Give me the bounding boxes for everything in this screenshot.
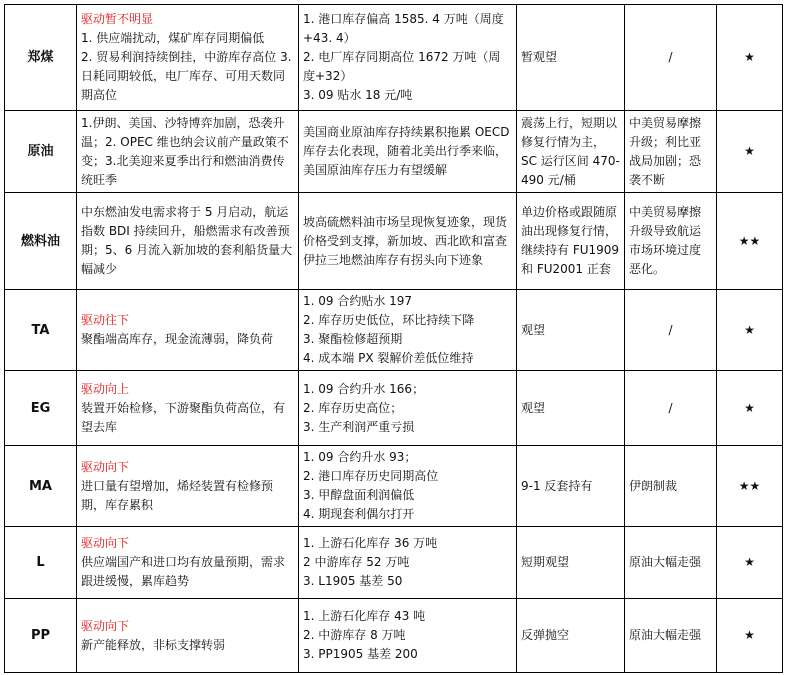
- table-row: [5, 290, 783, 371]
- data-line: 2. 库存历史高位；: [303, 400, 403, 415]
- data-line: 1. 上游石化库存 43 吨: [303, 609, 426, 623]
- data-cell: [299, 290, 517, 371]
- data-cell: [299, 599, 517, 673]
- data-line: 4. 成本端 PX 裂解价差低位维持: [303, 351, 474, 365]
- table-row: [5, 599, 783, 673]
- driver-label: 驱动往下: [81, 313, 130, 327]
- data-line: 1. 09 合约贴水 197: [303, 294, 413, 308]
- strategy-cell: 单边价格或跟随原油出现修复行情，继续持有 FU1909 和 FU2001 正套: [517, 193, 625, 290]
- data-cell: [299, 371, 517, 446]
- data-line: 2 中游库存 52 万吨: [303, 555, 410, 569]
- driver-label: 驱动向下: [81, 618, 130, 633]
- data-line: 1. 上游石化库存 36 万吨: [303, 536, 438, 550]
- strategy-cell: 震荡上行，短期以修复行情为主，SC 运行区间 470-490 元/桶: [517, 111, 625, 193]
- commodity-name: MA: [5, 446, 77, 527]
- commodity-name: TA: [5, 290, 77, 371]
- risk-cell: /: [625, 5, 717, 111]
- data-line: 坡高硫燃料油市场呈现恢复迹象，现货价格受到支撑，新加坡、西北欧和富查伊拉三地燃油库存有拐头向下迹象: [303, 214, 508, 267]
- driver-label: 驱动向下: [81, 459, 130, 474]
- driver-line: 1.伊朗、美国、沙特博弈加剧，恐袭升温；2. OPEC 维也纳会议前产量政策不变；3.北美迎来夏季出行和燃油消费传统旺季: [81, 115, 289, 187]
- driver-label: 驱动向上: [81, 381, 130, 396]
- driver-cell: [77, 193, 299, 290]
- rating-stars: ★★: [717, 446, 783, 527]
- driver-cell: [77, 446, 299, 527]
- risk-cell: 中美贸易摩擦升级导致航运市场环境过度恶化。: [625, 193, 717, 290]
- risk-cell: /: [625, 371, 717, 446]
- driver-line: 聚酯端高库存，现金流薄弱，降负荷: [81, 332, 274, 346]
- strategy-cell: 暂观望: [517, 5, 625, 111]
- commodity-name: 郑煤: [5, 5, 77, 111]
- strategy-cell: 9-1 反套持有: [517, 446, 625, 527]
- data-line: 3. L1905 基差 50: [303, 574, 403, 588]
- table-row: [5, 193, 783, 290]
- driver-cell: [77, 599, 299, 673]
- table-row: [5, 5, 783, 111]
- data-line: 1. 09 合约升水 93；: [303, 450, 417, 464]
- driver-cell: [77, 5, 299, 111]
- table-row: [5, 111, 783, 193]
- commodity-name: PP: [5, 599, 77, 673]
- strategy-cell: 观望: [517, 290, 625, 371]
- commodity-table: [4, 4, 783, 673]
- rating-stars: ★: [717, 371, 783, 446]
- data-line: 1. 09 合约升水 166；: [303, 381, 425, 396]
- data-line: 2. 中游库存 8 万吨: [303, 628, 406, 642]
- risk-cell: /: [625, 290, 717, 371]
- risk-cell: 原油大幅走强: [625, 527, 717, 599]
- driver-line: 供应端国产和进口均有放量预期，需求跟进缓慢，累库趋势: [81, 555, 286, 588]
- data-line: 3. 生产利润严重亏损: [303, 419, 415, 434]
- strategy-cell: 短期观望: [517, 527, 625, 599]
- rating-stars: ★: [717, 290, 783, 371]
- data-line: 3. 甲醇盘面利润偏低: [303, 488, 415, 502]
- commodity-name: L: [5, 527, 77, 599]
- data-cell: [299, 111, 517, 193]
- driver-line: 中东燃油发电需求将于 5 月启动，航运指数 BDI 持续回升，船燃需求有改善预期；5、6 月流入新加坡的套利船货量大幅减少: [81, 205, 293, 276]
- data-cell: [299, 5, 517, 111]
- driver-cell: [77, 111, 299, 193]
- rating-stars: ★: [717, 527, 783, 599]
- table-row: [5, 527, 783, 599]
- rating-stars: ★: [717, 5, 783, 111]
- data-line: 3. PP1905 基差 200: [303, 647, 418, 661]
- data-cell: [299, 193, 517, 290]
- data-line: 3. 09 贴水 18 元/吨: [303, 88, 413, 102]
- data-line: 2. 电厂库存同期高位 1672 万吨（周度+32）: [303, 50, 501, 83]
- commodity-name: 原油: [5, 111, 77, 193]
- strategy-cell: 反弹抛空: [517, 599, 625, 673]
- commodity-name: 燃料油: [5, 193, 77, 290]
- data-line: 2. 库存历史低位，环比持续下降: [303, 313, 475, 327]
- table-row: [5, 371, 783, 446]
- driver-cell: [77, 371, 299, 446]
- driver-label: 驱动向下: [81, 536, 130, 550]
- driver-label: 驱动暂不明显: [81, 12, 154, 26]
- data-line: 3. 聚酯检修超预期: [303, 332, 403, 346]
- data-line: 2. 港口库存历史同期高位: [303, 469, 439, 483]
- table-row: [5, 446, 783, 527]
- data-line: 1. 港口库存偏高 1585. 4 万吨（周度+43. 4）: [303, 12, 504, 45]
- driver-line: 2. 贸易利润持续倒挂，中游库存高位 3. 日耗同期较低，电厂库存、可用天数同期高位: [81, 50, 292, 102]
- commodity-name: EG: [5, 371, 77, 446]
- driver-cell: [77, 527, 299, 599]
- rating-stars: ★: [717, 599, 783, 673]
- rating-stars: ★★: [717, 193, 783, 290]
- risk-cell: 伊朗制裁: [625, 446, 717, 527]
- driver-cell: [77, 290, 299, 371]
- risk-cell: 原油大幅走强: [625, 599, 717, 673]
- data-cell: [299, 446, 517, 527]
- rating-stars: ★: [717, 111, 783, 193]
- strategy-cell: 观望: [517, 371, 625, 446]
- driver-line: 进口量有望增加，烯烃装置有检修预期，库存累积: [81, 478, 274, 512]
- data-cell: [299, 527, 517, 599]
- data-line: 美国商业原油库存持续累积拖累 OECD 库存去化表现，随着北美出行季来临，美国原油库存压力有望缓解: [303, 125, 510, 177]
- data-line: 4. 期现套利偶尔打开: [303, 507, 415, 521]
- driver-line: 装置开始检修，下游聚酯负荷高位，有望去库: [81, 400, 286, 434]
- driver-line: 1. 供应端扰动，煤矿库存同期偏低: [81, 31, 265, 45]
- driver-line: 新产能释放，非标支撑转弱: [81, 637, 226, 652]
- risk-cell: 中美贸易摩擦升级；利比亚战局加剧；恐袭不断: [625, 111, 717, 193]
